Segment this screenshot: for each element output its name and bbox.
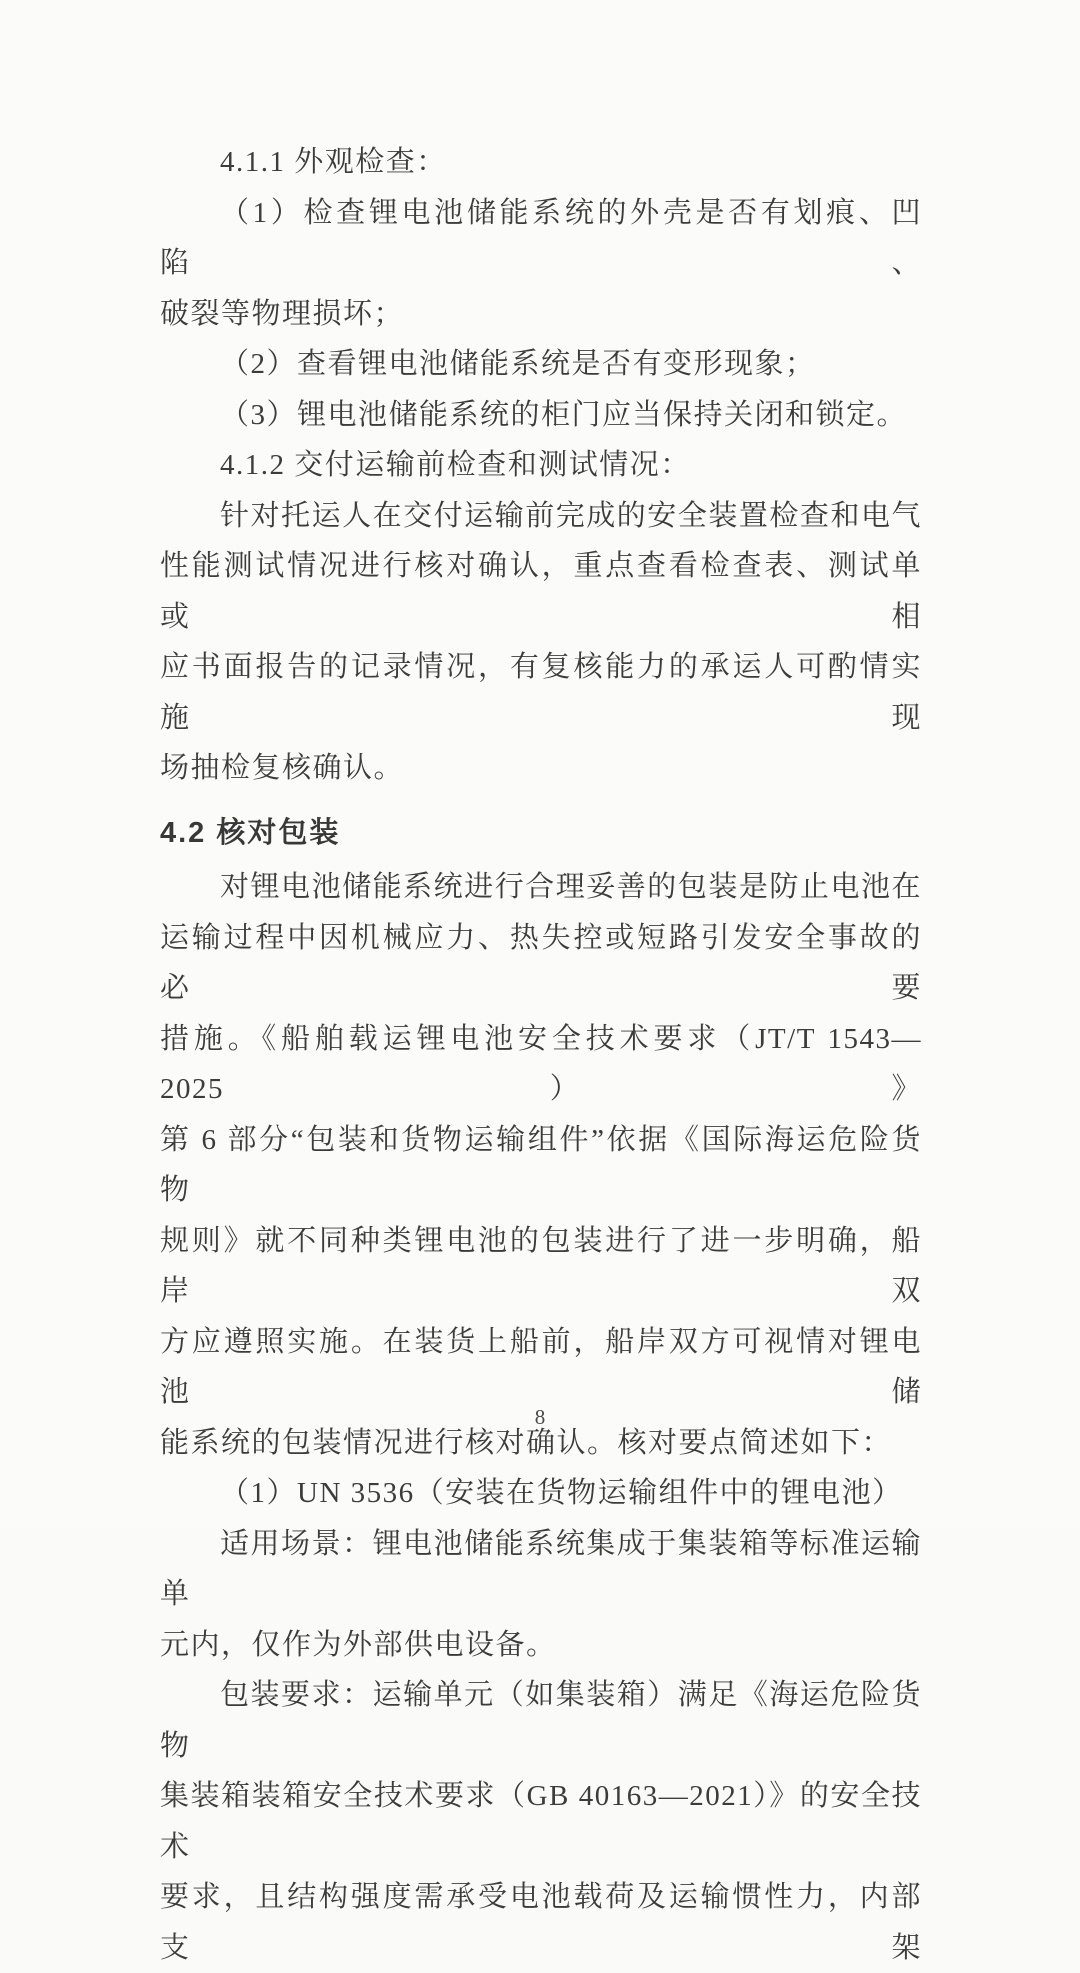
text-line: 应书面报告的记录情况，有复核能力的承运人可酌情实施现 — [160, 651, 922, 734]
text-line: 能系统的包装情况进行核对确认。核对要点简述如下： — [160, 1426, 893, 1459]
text-line: 集装箱装箱安全技术要求（GB 40163—2021）》的安全技术 — [160, 1780, 922, 1863]
text-line: 第 6 部分“包装和货物运输组件”依据《国际海运危险货物 — [160, 1123, 922, 1206]
text-line: 要求，且结构强度需承受电池载荷及运输惯性力，内部支架 — [160, 1881, 922, 1964]
text-line: 场抽检复核确认。 — [160, 752, 405, 784]
text-line: 运输过程中因机械应力、热失控或短路引发安全事故的必要 — [160, 921, 922, 1004]
text-line: 措施。《船舶载运锂电池安全技术要求（JT/T 1543—2025）》 — [160, 1022, 922, 1105]
text-line: 4.1.2 交付运输前检查和测试情况： — [220, 449, 691, 481]
text-line: 规则》就不同种类锂电池的包装进行了进一步明确，船岸双 — [160, 1224, 922, 1307]
text-line: （1）UN 3536（安装在货物运输组件中的锂电池） — [220, 1477, 903, 1509]
text-line: 对锂电池储能系统进行合理妥善的包装是防止电池在 — [220, 871, 922, 903]
text-line: 适用场景：锂电池储能系统集成于集装箱等标准运输单 — [160, 1527, 922, 1610]
document-body — [160, 137, 922, 1973]
text-line: 针对托运人在交付运输前完成的安全装置检查和电气 — [220, 499, 922, 532]
text-line: 4.1.1 外观检查： — [220, 146, 447, 178]
text-line: （3）锂电池储能系统的柜门应当保持关闭和锁定。 — [220, 398, 908, 431]
text-line: （2）查看锂电池储能系统是否有变形现象； — [220, 348, 816, 380]
section-heading: 4.2 核对包装 — [160, 816, 341, 849]
text-line: 破裂等物理损坏； — [160, 297, 405, 330]
text-line: 方应遵照实施。在装货上船前，船岸双方可视情对锂电池储 — [160, 1325, 922, 1408]
text-line: 包装要求：运输单元（如集装箱）满足《海运危险货物 — [160, 1679, 922, 1762]
text-line: （1）检查锂电池储能系统的外壳是否有划痕、凹陷、 — [160, 196, 922, 279]
text-line: 性能测试情况进行核对确认，重点查看检查表、测试单或相 — [160, 550, 922, 633]
text-line: 元内，仅作为外部供电设备。 — [160, 1628, 557, 1661]
page-number: 8 — [534, 1405, 546, 1429]
